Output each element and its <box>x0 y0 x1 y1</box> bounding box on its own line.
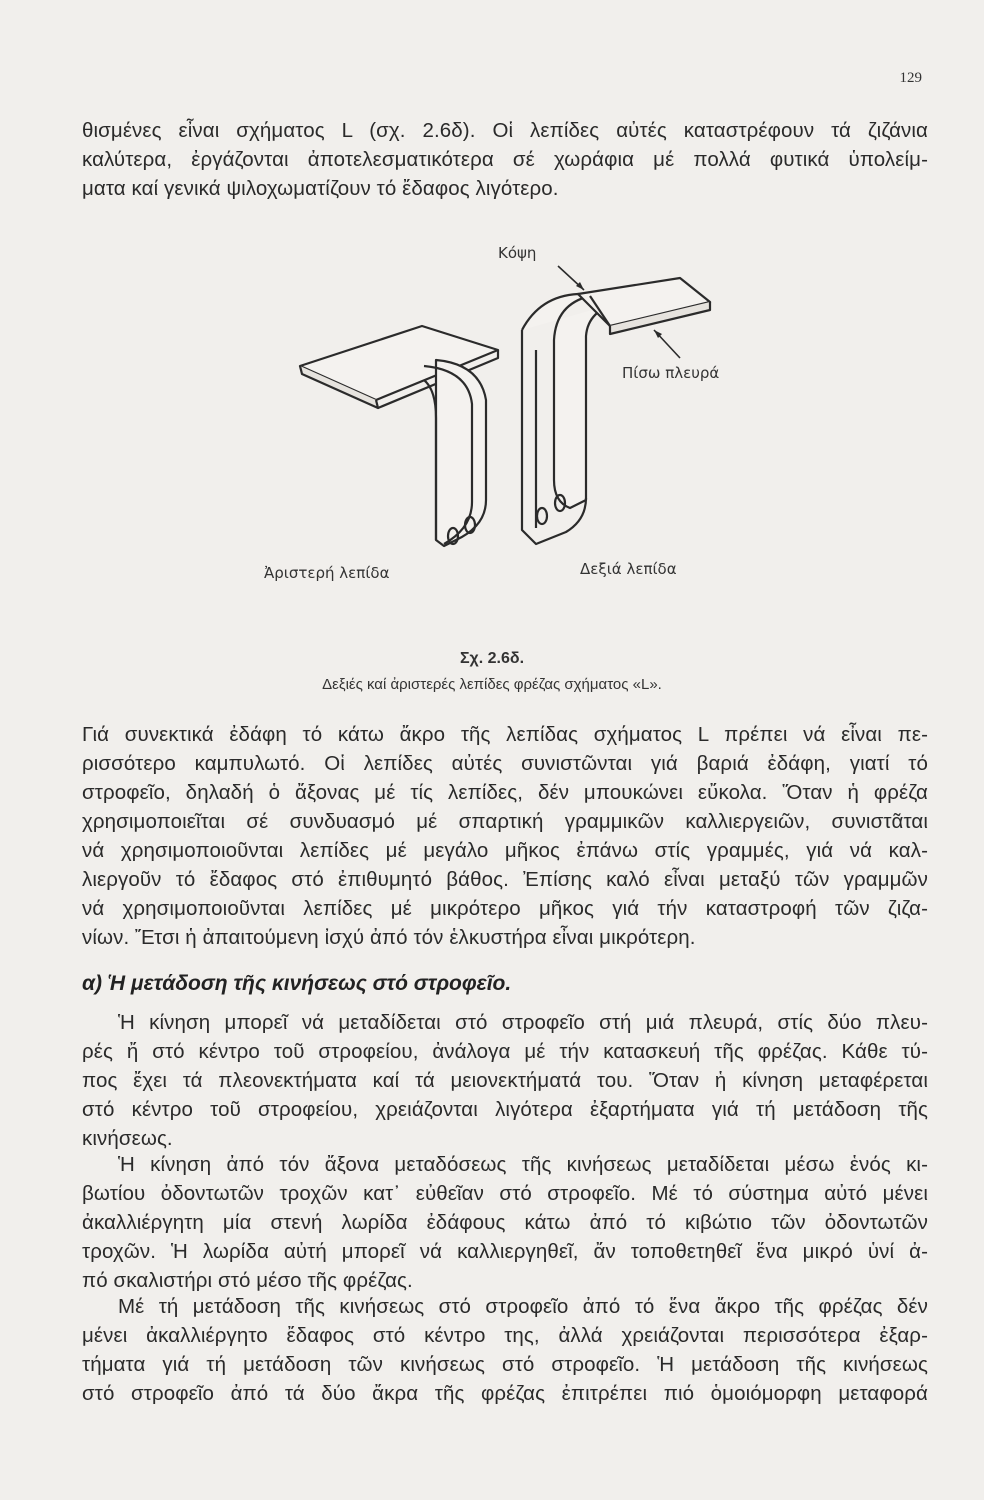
text-line: στό στροφεῖο ἀπό τά δύο ἄκρα τῆς φρέζας ἐπιτρέπει πιό ὁμοιόμορφη μεταφορά <box>82 1382 928 1405</box>
text-line: καλύτερα, ἐργάζονται ἀποτελεσματικότερα σέ χωράφια μέ πολλά φυτικά ὑπολείμ- <box>82 148 928 171</box>
text-line: ἀκαλλιέργητη μία στενή λωρίδα ἐδάφους κάτω ἀπό τό κιβώτιο τῶν ὀδοντωτῶν <box>82 1211 928 1234</box>
paragraph-1 <box>82 116 928 203</box>
text-line: νά χρησιμοποιοῦνται λεπίδες μέ μεγάλο μῆκος ἐπάνω στίς γραμμές, γιά νά καλ- <box>82 839 928 862</box>
text-line: λιεργοῦν τό ἔδαφος στό ἐπιθυμητό βάθος. Ἐπίσης καλό εἶναι μεταξύ τῶν γραμμῶν <box>82 868 928 891</box>
label-cutting-edge: Κόψη <box>498 244 537 262</box>
text-line: βωτίου ὀδοντωτῶν τροχῶν κατ᾽ εὐθεῖαν στό στροφεῖο. Μέ τό σύστημα αὐτό μένει <box>82 1182 928 1205</box>
text-line: Ἡ κίνηση ἀπό τόν ἄξονα μεταδόσεως τῆς κινήσεως μεταδίδεται μέσω ἑνός κι- <box>118 1153 928 1176</box>
text-line: τήματα γιά τή μετάδοση τῶν κινήσεως στό στροφεῖο. Ἡ μετάδοση τῆς κινήσεως <box>82 1353 928 1376</box>
paragraph-2 <box>82 720 928 952</box>
left-blade-shank <box>436 360 486 546</box>
section-heading: α) Ἡ μετάδοση τῆς κινήσεως στό στροφεῖο. <box>82 972 512 995</box>
text-line: νά χρησιμοποιοῦνται λεπίδες μέ μικρότερο μῆκος γιά τήν καταστροφή τῶν ζιζα- <box>82 897 928 920</box>
paragraph-3 <box>82 1008 928 1153</box>
text-line: Γιά συνεκτικά ἐδάφη τό κάτω ἄκρο τῆς λεπίδας σχήματος L πρέπει νά εἶναι πε- <box>82 723 928 746</box>
text-line: ματα καί γενικά ψιλοχωματίζουν τό ἔδαφος λιγότερο. <box>82 177 559 200</box>
text-line: μένει ἀκαλλιέργητο ἔδαφος στό κέντρο της, ἀλλά χρειάζονται περισσότερα ἐξαρ- <box>82 1324 928 1347</box>
paragraph-5 <box>82 1292 928 1408</box>
text-line: πος ἔχει τά πλεονεκτήματα καί τά μειονεκτήματά του. Ὅταν ἡ κίνηση μεταφέρεται <box>82 1069 928 1092</box>
figure-caption-number: Σχ. 2.6δ. <box>459 650 525 667</box>
label-back-side: Πίσω πλευρά <box>622 364 720 382</box>
text-line: χρησιμοποιεῖται σέ συνδυασμό μέ σπαρτική γραμμικῶν καλλιεργειῶν, συνιστᾶται <box>82 810 928 833</box>
text-line: νίων. Ἔτσι ἡ ἀπαιτούμενη ἰσχύ ἀπό τόν ἑλκυστήρα εἶναι μικρότερη. <box>82 926 696 949</box>
text-line: ρισσότερο καμπυλωτό. Οἱ λεπίδες αὐτές συνιστῶνται γιά βαριά ἐδάφη, γιατί τό <box>82 752 928 775</box>
text-line: ρές ἤ στό κέντρο τοῦ στροφείου, ἀνάλογα μέ τήν κατασκευή τῆς φρέζας. Κάθε τύ- <box>82 1040 928 1063</box>
paragraph-4 <box>82 1150 928 1295</box>
text-line: Μέ τή μετάδοση τῆς κινήσεως στό στροφεῖο ἀπό τό ἕνα ἄκρο τῆς φρέζας δέν <box>118 1295 928 1318</box>
page-number: 129 <box>899 70 922 86</box>
text-line: Ἡ κίνηση μπορεῖ νά μεταδίδεται στό στροφεῖο στή μιά πλευρά, στίς δύο πλευ- <box>118 1011 928 1034</box>
text-line: στροφεῖο, δηλαδή ὁ ἄξονας μέ τίς λεπίδες, δέν μπουκώνει εὔκολα. Ὅταν ἡ φρέζα <box>82 781 928 804</box>
figure-l-shaped-blades <box>240 240 800 610</box>
label-left-blade: Ἀριστερή λεπίδα <box>264 564 390 582</box>
text-line: πό σκαλιστήρι στό μέσο τῆς φρέζας. <box>82 1269 413 1292</box>
text-line: θισμένες εἶναι σχήματος L (σχ. 2.6δ). Οἱ λεπίδες αὐτές καταστρέφουν τά ζιζάνια <box>82 119 928 142</box>
text-line: κινήσεως. <box>82 1127 173 1150</box>
figure-caption-text: Δεξιές καί ἀριστερές λεπίδες φρέζας σχήματος «L». <box>322 676 662 693</box>
blades-illustration <box>240 240 800 610</box>
text-line: τροχῶν. Ἡ λωρίδα αὐτή μπορεῖ νά καλλιεργηθεῖ, ἄν τοποθετηθεῖ ἕνα μικρό ὑνί ἀ- <box>82 1240 928 1263</box>
label-right-blade: Δεξιά λεπίδα <box>580 560 677 578</box>
right-blade-hole <box>537 508 547 524</box>
text-line: στό κέντρο τοῦ στροφείου, χρειάζονται λιγότερα ἐξαρτήματα γιά τή μετάδοση τῆς <box>82 1098 928 1121</box>
